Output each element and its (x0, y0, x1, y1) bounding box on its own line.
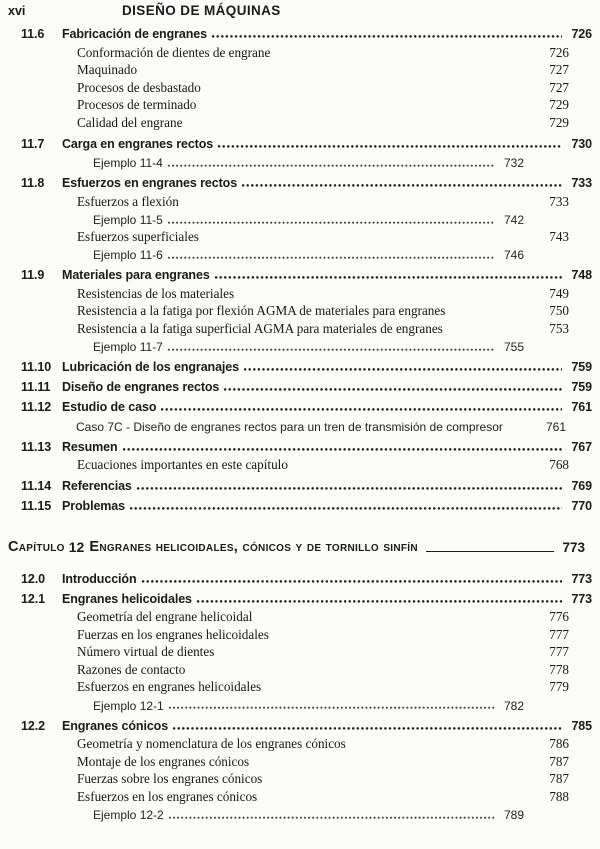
entry-page: 761 (571, 400, 592, 414)
entry-page: 743 (549, 228, 569, 244)
entry-title: Resistencia a la fatiga superficial AGMA para materiales de engranes (77, 320, 443, 336)
entry-page: 779 (549, 679, 569, 694)
dot-leader (214, 274, 562, 280)
chapter-label: Capítulo (8, 539, 65, 555)
dot-leader (141, 578, 563, 584)
entry-title: Número virtual de dientes (77, 644, 215, 659)
entry-number: 12.2 (21, 718, 45, 733)
entry-title: Ejemplo 11-7 (93, 340, 163, 354)
entry-number: 11.6 (21, 27, 45, 41)
toc-entry (0, 805, 524, 823)
toc-entry (0, 715, 592, 733)
toc-entry (0, 153, 524, 171)
toc-entry (0, 660, 569, 678)
toc-entry (0, 319, 569, 337)
entry-title: Ejemplo 11-6 (93, 248, 163, 262)
entry-page: 786 (549, 736, 569, 751)
dot-leader (167, 347, 495, 352)
entry-page: 732 (503, 156, 524, 170)
entry-page: 733 (549, 193, 569, 209)
entry-title: Esfuerzos en engranes helicoidales (77, 679, 262, 694)
entry-page: 726 (571, 27, 592, 41)
entry-page: 770 (571, 499, 592, 513)
entry-title: Carga en engranes rectos (62, 136, 214, 151)
entry-title: Introducción (62, 571, 137, 586)
toc-entry (0, 227, 569, 245)
entry-title: Resistencia a la fatiga por flexión AGMA de materiales para engranes (77, 303, 446, 318)
toc-entry (0, 377, 592, 395)
entry-page: 749 (549, 285, 569, 301)
entry-page: 727 (549, 79, 569, 95)
running-head: DISEÑO DE MÁQUINAS (122, 3, 281, 18)
entry-page: 759 (571, 360, 592, 374)
entry-page: 776 (549, 609, 569, 624)
dot-leader (122, 446, 562, 452)
entry-page: 761 (545, 419, 566, 434)
toc-entry (0, 337, 524, 355)
toc-entry (0, 496, 592, 514)
dot-leader (217, 143, 562, 149)
toc-entry (0, 61, 569, 79)
entry-title: Diseño de engranes rectos (62, 380, 220, 394)
toc-entry (0, 476, 592, 494)
entry-page: 746 (503, 248, 524, 262)
entry-title: Geometría y nomenclatura de los engranes cónicos (77, 736, 346, 751)
dot-leader (168, 705, 495, 710)
chapter-heading (0, 534, 585, 555)
entry-title: Engranes helicoidales (62, 591, 192, 606)
entry-page: 773 (571, 571, 592, 586)
entry-title: Problemas (62, 499, 126, 513)
entry-page: 785 (571, 718, 592, 733)
dot-leader (167, 220, 495, 225)
entry-page: 729 (549, 97, 569, 112)
entry-title: Lubricación de los engranajes (62, 360, 240, 374)
entry-title: Resumen (62, 439, 118, 454)
entry-title: Esfuerzos en engranes rectos (62, 176, 238, 190)
toc-entry (0, 173, 592, 191)
chapter-title: Engranes helicoidales, cónicos y de tornillo sinfín (89, 539, 418, 555)
entry-page: 769 (571, 479, 592, 493)
dot-leader (243, 366, 562, 372)
entry-page: 778 (549, 661, 569, 677)
entry-title: Caso 7C - Diseño de engranes rectos para un tren de transmisión de compresor (76, 419, 503, 434)
toc-entry (0, 752, 569, 770)
dot-leader (136, 485, 562, 491)
toc-entry (0, 770, 569, 788)
entry-title: Ecuaciones importantes en este capítulo (77, 457, 288, 472)
entry-title: Ejemplo 12-1 (93, 698, 164, 713)
toc-entry (0, 787, 569, 805)
chapter-page: 773 (562, 540, 585, 555)
entry-title: Fuerzas en los engranes helicoidales (77, 626, 269, 642)
entry-page: 767 (571, 439, 592, 454)
entry-page: 748 (571, 268, 592, 282)
entry-title: Fabricación de engranes (62, 27, 207, 41)
toc-entry (0, 265, 592, 283)
toc-entry (0, 456, 569, 474)
entry-title: Esfuerzos superficiales (77, 228, 199, 244)
toc-entry (0, 608, 569, 626)
entry-page: 755 (503, 340, 524, 354)
toc-entry (0, 133, 592, 151)
entry-number: 11.11 (21, 380, 51, 394)
entry-title: Esfuerzos a flexión (77, 193, 179, 209)
entry-page: 733 (571, 176, 592, 190)
toc-entry (0, 357, 592, 375)
toc-entry (0, 96, 569, 114)
entry-title: Referencias (62, 479, 132, 493)
toc-entry (0, 24, 592, 42)
toc-entry (0, 568, 592, 586)
entry-title: Procesos de terminado (77, 97, 197, 112)
dot-leader (223, 386, 562, 392)
toc-entry (0, 436, 592, 454)
page-header (0, 0, 600, 21)
entry-page: 759 (571, 380, 592, 394)
entry-title: Montaje de los engranes cónicos (77, 753, 250, 769)
dot-leader (172, 725, 562, 731)
toc-entry (0, 113, 569, 131)
dot-leader (129, 505, 562, 511)
toc-entry (0, 416, 566, 434)
toc-entry (0, 78, 569, 96)
entry-page: 788 (549, 788, 569, 804)
entry-page: 753 (549, 320, 569, 336)
entry-title: Procesos de desbastado (77, 79, 201, 95)
entry-page: 742 (503, 213, 524, 227)
entry-number: 11.7 (21, 136, 45, 151)
entry-page: 729 (549, 114, 569, 130)
entry-number: 11.12 (21, 400, 52, 414)
entry-title: Razones de contacto (77, 661, 186, 677)
dot-leader (167, 255, 495, 260)
chapter-rule-line (426, 551, 555, 552)
toc-entry (0, 695, 524, 713)
entry-page: 777 (549, 626, 569, 642)
entry-page: 750 (549, 303, 569, 318)
toc-entry (0, 588, 592, 606)
entry-page: 777 (549, 644, 569, 659)
entry-page: 782 (503, 698, 524, 713)
entry-title: Ejemplo 11-4 (93, 156, 163, 170)
entry-page: 768 (549, 457, 569, 472)
page-folio: xvi (8, 4, 26, 18)
entry-title: Conformación de dientes de engrane (77, 44, 271, 60)
entry-title: Ejemplo 12-2 (93, 808, 164, 822)
dot-leader (241, 182, 562, 188)
toc-entry (0, 192, 569, 210)
entry-page: 726 (549, 44, 569, 60)
dot-leader (196, 598, 562, 604)
entry-page: 730 (571, 136, 592, 151)
toc-entry (0, 302, 569, 320)
entry-page: 787 (549, 771, 569, 786)
entry-number: 12.0 (21, 571, 45, 586)
entry-number: 11.10 (21, 360, 52, 374)
toc-entry (0, 397, 592, 415)
entry-title: Geometría del engrane helicoidal (77, 609, 253, 624)
entry-number: 11.8 (21, 176, 45, 190)
toc-entry (0, 678, 569, 696)
chapter-number: 12 (68, 539, 85, 555)
entry-title: Ejemplo 11-5 (93, 213, 163, 227)
entry-number: 11.9 (21, 268, 45, 282)
entry-number: 11.13 (21, 439, 52, 454)
toc-entry (0, 245, 524, 263)
entry-page: 773 (571, 591, 592, 606)
entry-page: 727 (549, 62, 569, 77)
entry-title: Maquinado (77, 62, 138, 77)
dot-leader (160, 406, 562, 412)
toc-entry (0, 735, 569, 753)
toc-entry (0, 625, 569, 643)
entry-title: Engranes cónicos (62, 718, 169, 733)
entry-title: Resistencias de los materiales (77, 285, 235, 301)
entry-title: Esfuerzos en los engranes cónicos (77, 788, 258, 804)
entry-page: 787 (549, 753, 569, 769)
dot-leader (168, 815, 495, 820)
entry-title: Materiales para engranes (62, 268, 210, 282)
dot-leader (167, 163, 495, 168)
entry-number: 11.14 (21, 479, 52, 493)
toc-entry (0, 43, 569, 61)
entry-title: Estudio de caso (62, 400, 157, 414)
entry-number: 12.1 (21, 591, 45, 606)
dot-leader (211, 33, 562, 39)
toc-entry (0, 210, 524, 228)
entry-page: 789 (503, 808, 524, 822)
toc-entry (0, 643, 569, 661)
entry-title: Calidad del engrane (77, 114, 183, 130)
toc-list (0, 24, 600, 823)
toc-entry (0, 284, 569, 302)
entry-title: Fuerzas sobre los engranes cónicos (77, 771, 263, 786)
entry-number: 11.15 (21, 499, 52, 513)
